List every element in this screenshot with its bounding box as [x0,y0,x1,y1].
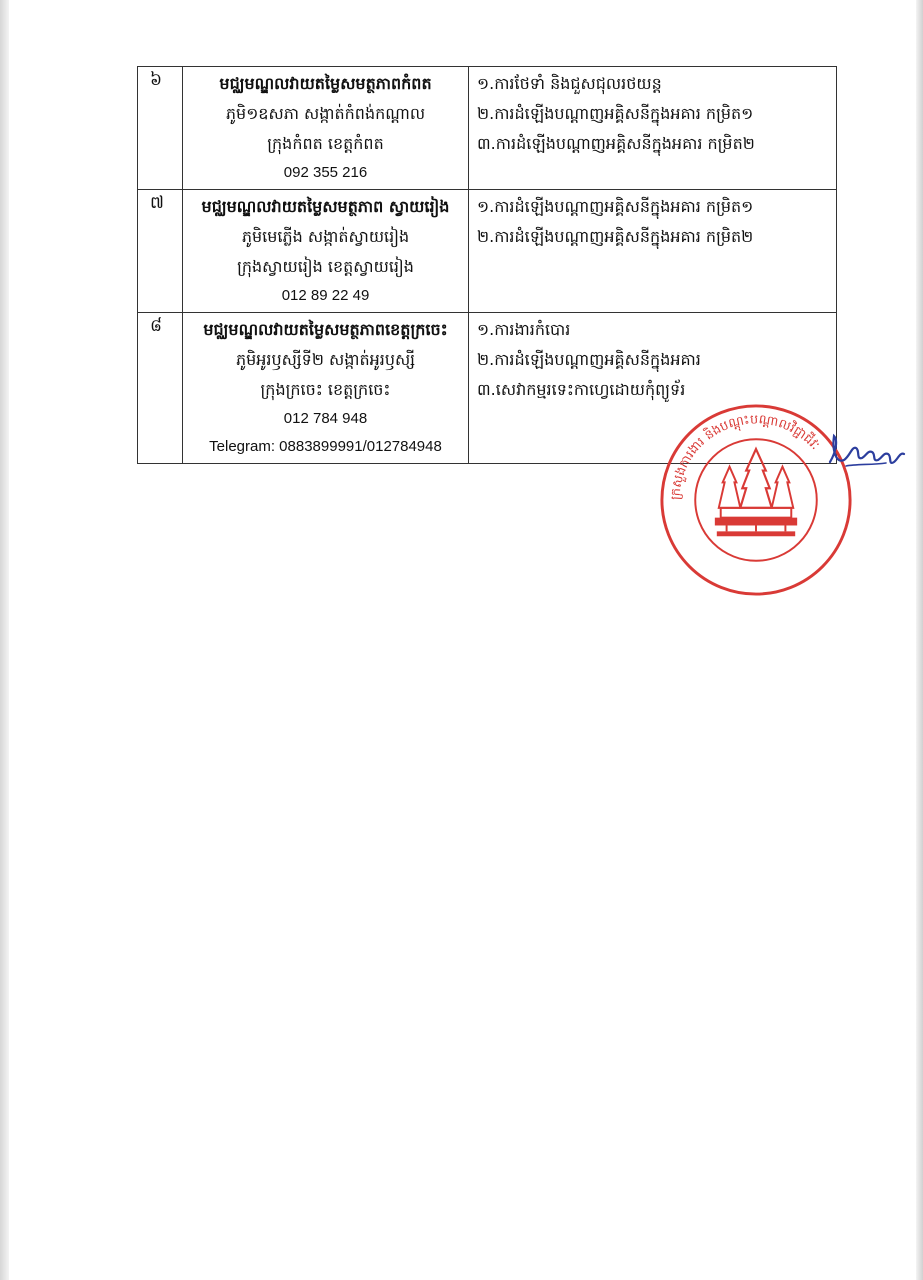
row-number-cell [138,67,183,190]
center-phone: 012 89 22 49 [281,287,370,304]
service-item: ២.ការដំឡើងបណ្ដាញអគ្គិសនីក្នុងអគារ កម្រិត១ [477,104,754,123]
official-signature [826,432,908,472]
row-number: ៦ [150,70,163,90]
center-name: មជ្ឈមណ្ឌលវាយតម្លៃសមត្ថភាព ស្វាយរៀង [201,197,450,216]
page-edge-right [916,0,923,1280]
service-item: ១.ការថែទាំ និងជួសជុលរថយន្ត [477,74,662,93]
angkor-temple-icon [715,449,797,536]
table-row [138,190,837,313]
services-cell [469,67,837,190]
ministry-seal-stamp [658,402,854,598]
center-name: មជ្ឈមណ្ឌលវាយតម្លៃសមត្ថភាពកំពត [219,74,432,93]
service-item: ១.ការដំឡើងបណ្ដាញអគ្គិសនីក្នុងអគារ កម្រិត១ [477,197,754,216]
center-address-line2: ក្រុងក្រចេះ ខេត្តក្រចេះ [260,380,391,399]
row-number: ៧ [150,193,164,213]
center-address-line1: ភូមិមេភ្លើង សង្កាត់ស្វាយរៀង [241,227,410,246]
service-item: ២.ការដំឡើងបណ្ដាញអគ្គិសនីក្នុងអគារ កម្រិត២ [477,227,754,246]
page-edge-left [0,0,9,1280]
center-phone: 092 355 216 [283,164,368,181]
center-address-line2: ក្រុងកំពត ខេត្តកំពត [267,134,384,153]
row-number-cell [138,313,183,464]
service-item: ៣.ការដំឡើងបណ្ដាញអគ្គិសនីក្នុងអគារ កម្រិត២ [477,134,755,153]
services-cell [469,190,837,313]
center-info-cell [183,67,469,190]
center-address-line1: ភូមិ១ឧសភា សង្កាត់កំពង់កណ្ដាល [225,104,426,123]
center-info-cell [183,313,469,464]
service-item: ២.ការដំឡើងបណ្ដាញអគ្គិសនីក្នុងអគារ [477,350,701,369]
center-info-cell [183,190,469,313]
center-phone: 012 784 948 [283,410,368,427]
table-row [138,67,837,190]
center-address-line1: ភូមិអូរឫស្សីទី២ សង្កាត់អូរឫស្សី [235,350,416,369]
center-address-line2: ក្រុងស្វាយរៀង ខេត្តស្វាយរៀង [237,257,414,276]
row-number-cell [138,190,183,313]
center-name: មជ្ឈមណ្ឌលវាយតម្លៃសមត្ថភាពខេត្តក្រចេះ [203,320,448,339]
row-number: ៨ [150,316,163,336]
center-telegram: Telegram: 0883899991/012784948 [209,438,442,455]
seal-ring-text: ក្រសួងការងារ និងបណ្ដុះបណ្ដាលវិជ្ជាជីវៈ [668,412,823,501]
service-item: ១.ការងារកំបោរ [477,320,571,339]
service-item: ៣.សេវាកម្មរទេះកាហ្វេ​ដោយកុំព្យូទ័រ [477,380,686,399]
